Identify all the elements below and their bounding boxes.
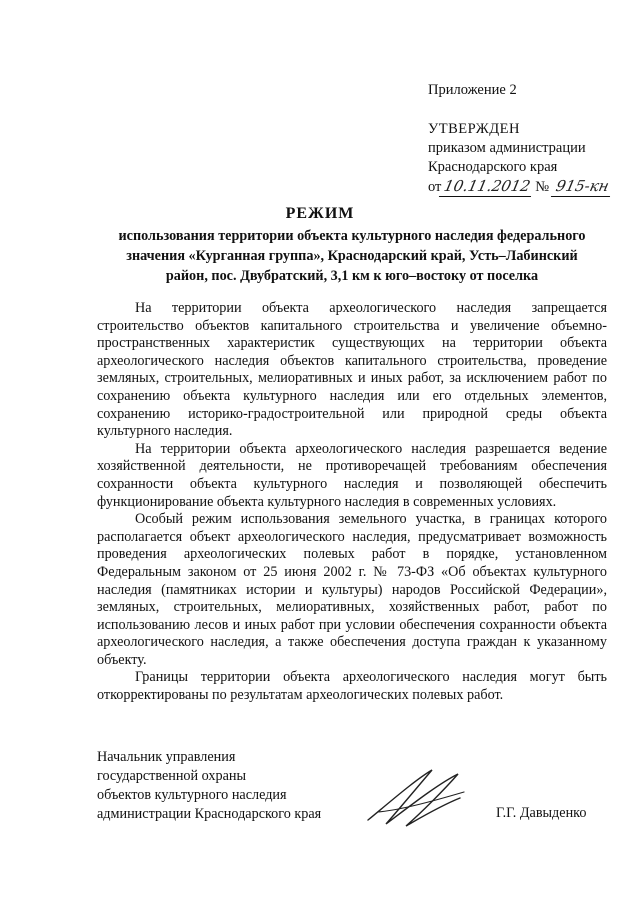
approval-block (428, 120, 612, 197)
signatory-line-1: Начальник управления (97, 749, 236, 765)
appendix-label: Приложение 2 (428, 82, 517, 98)
handwritten-number: 915-кн (551, 177, 614, 197)
subtitle-line-1: использования территории объекта культурного наследия федерального (118, 228, 586, 244)
approved-title: УТВЕРЖДЕН (428, 121, 520, 137)
number-prefix: № (535, 179, 550, 195)
signatory-line-2: государственной охраны (97, 768, 247, 784)
paragraph-4: Границы территории объекта археологического наследия могут быть откорректированы по результатам археологических полевых работ. (97, 669, 607, 704)
subtitle-line-2: значения «Курганная группа», Краснодарский край, Усть–Лабинский (126, 248, 578, 264)
signatory-line-4: администрации Краснодарского края (97, 806, 322, 822)
handwritten-date: 10.11.2012 (439, 177, 535, 197)
paragraph-2: На территории объекта археологического наследия разрешается ведение хозяйственной деятельности, не противоречащей требованиям обеспечения сохранности объекта культурного наследия и позволяющей обеспечить функционирование объекта культурного наследия в современных условиях. (97, 440, 607, 510)
date-prefix: от (428, 179, 442, 195)
approved-line-2: Краснодарского края (428, 159, 558, 175)
subtitle-line-3: район, пос. Двубратский, 3,1 км к юго–востоку от поселка (165, 268, 539, 284)
document-title: РЕЖИМ (285, 205, 355, 222)
date-number-line (428, 177, 612, 197)
signatory-title (97, 748, 321, 824)
document-subtitle (96, 226, 608, 286)
approved-line-1: приказом администрации (428, 140, 586, 156)
document-body (97, 300, 607, 705)
paragraph-1: На территории объекта археологического наследия запрещается строительство объектов капитального строительства и увеличение объемно-пространственных характеристик существующих на территории объекта археологического наследия объектов капитального строительства, проведение земляных, строительных, мелиоративных и иных работ, за исключением работ по сохранению объекта культурного наследия или его отдельных элементов, сохранению историко-градостроительной или природной среды объекта культурного наследия. (97, 300, 607, 440)
paragraph-3: Особый режим использования земельного участка, в границах которого располагается объект археологического наследия, предусматривает возможность проведения археологических полевых работ в порядке, установленном Федеральным законом от 25 июня 2002 г. № 73-ФЗ «Об объектах культурного наследия (памятниках истории и культуры) народов Российской Федерации», земляных, строительных, мелиоративных, хозяйственных работ, работ по использованию лесов и иных работ при условии обеспечения сохранности объекта археологического наследия, а также обеспечения доступа граждан к указанному объекту. (97, 511, 607, 668)
handwritten-signature (360, 762, 470, 832)
signatory-name: Г.Г. Давыденко (496, 805, 587, 821)
signatory-line-3: объектов культурного наследия (97, 787, 287, 803)
